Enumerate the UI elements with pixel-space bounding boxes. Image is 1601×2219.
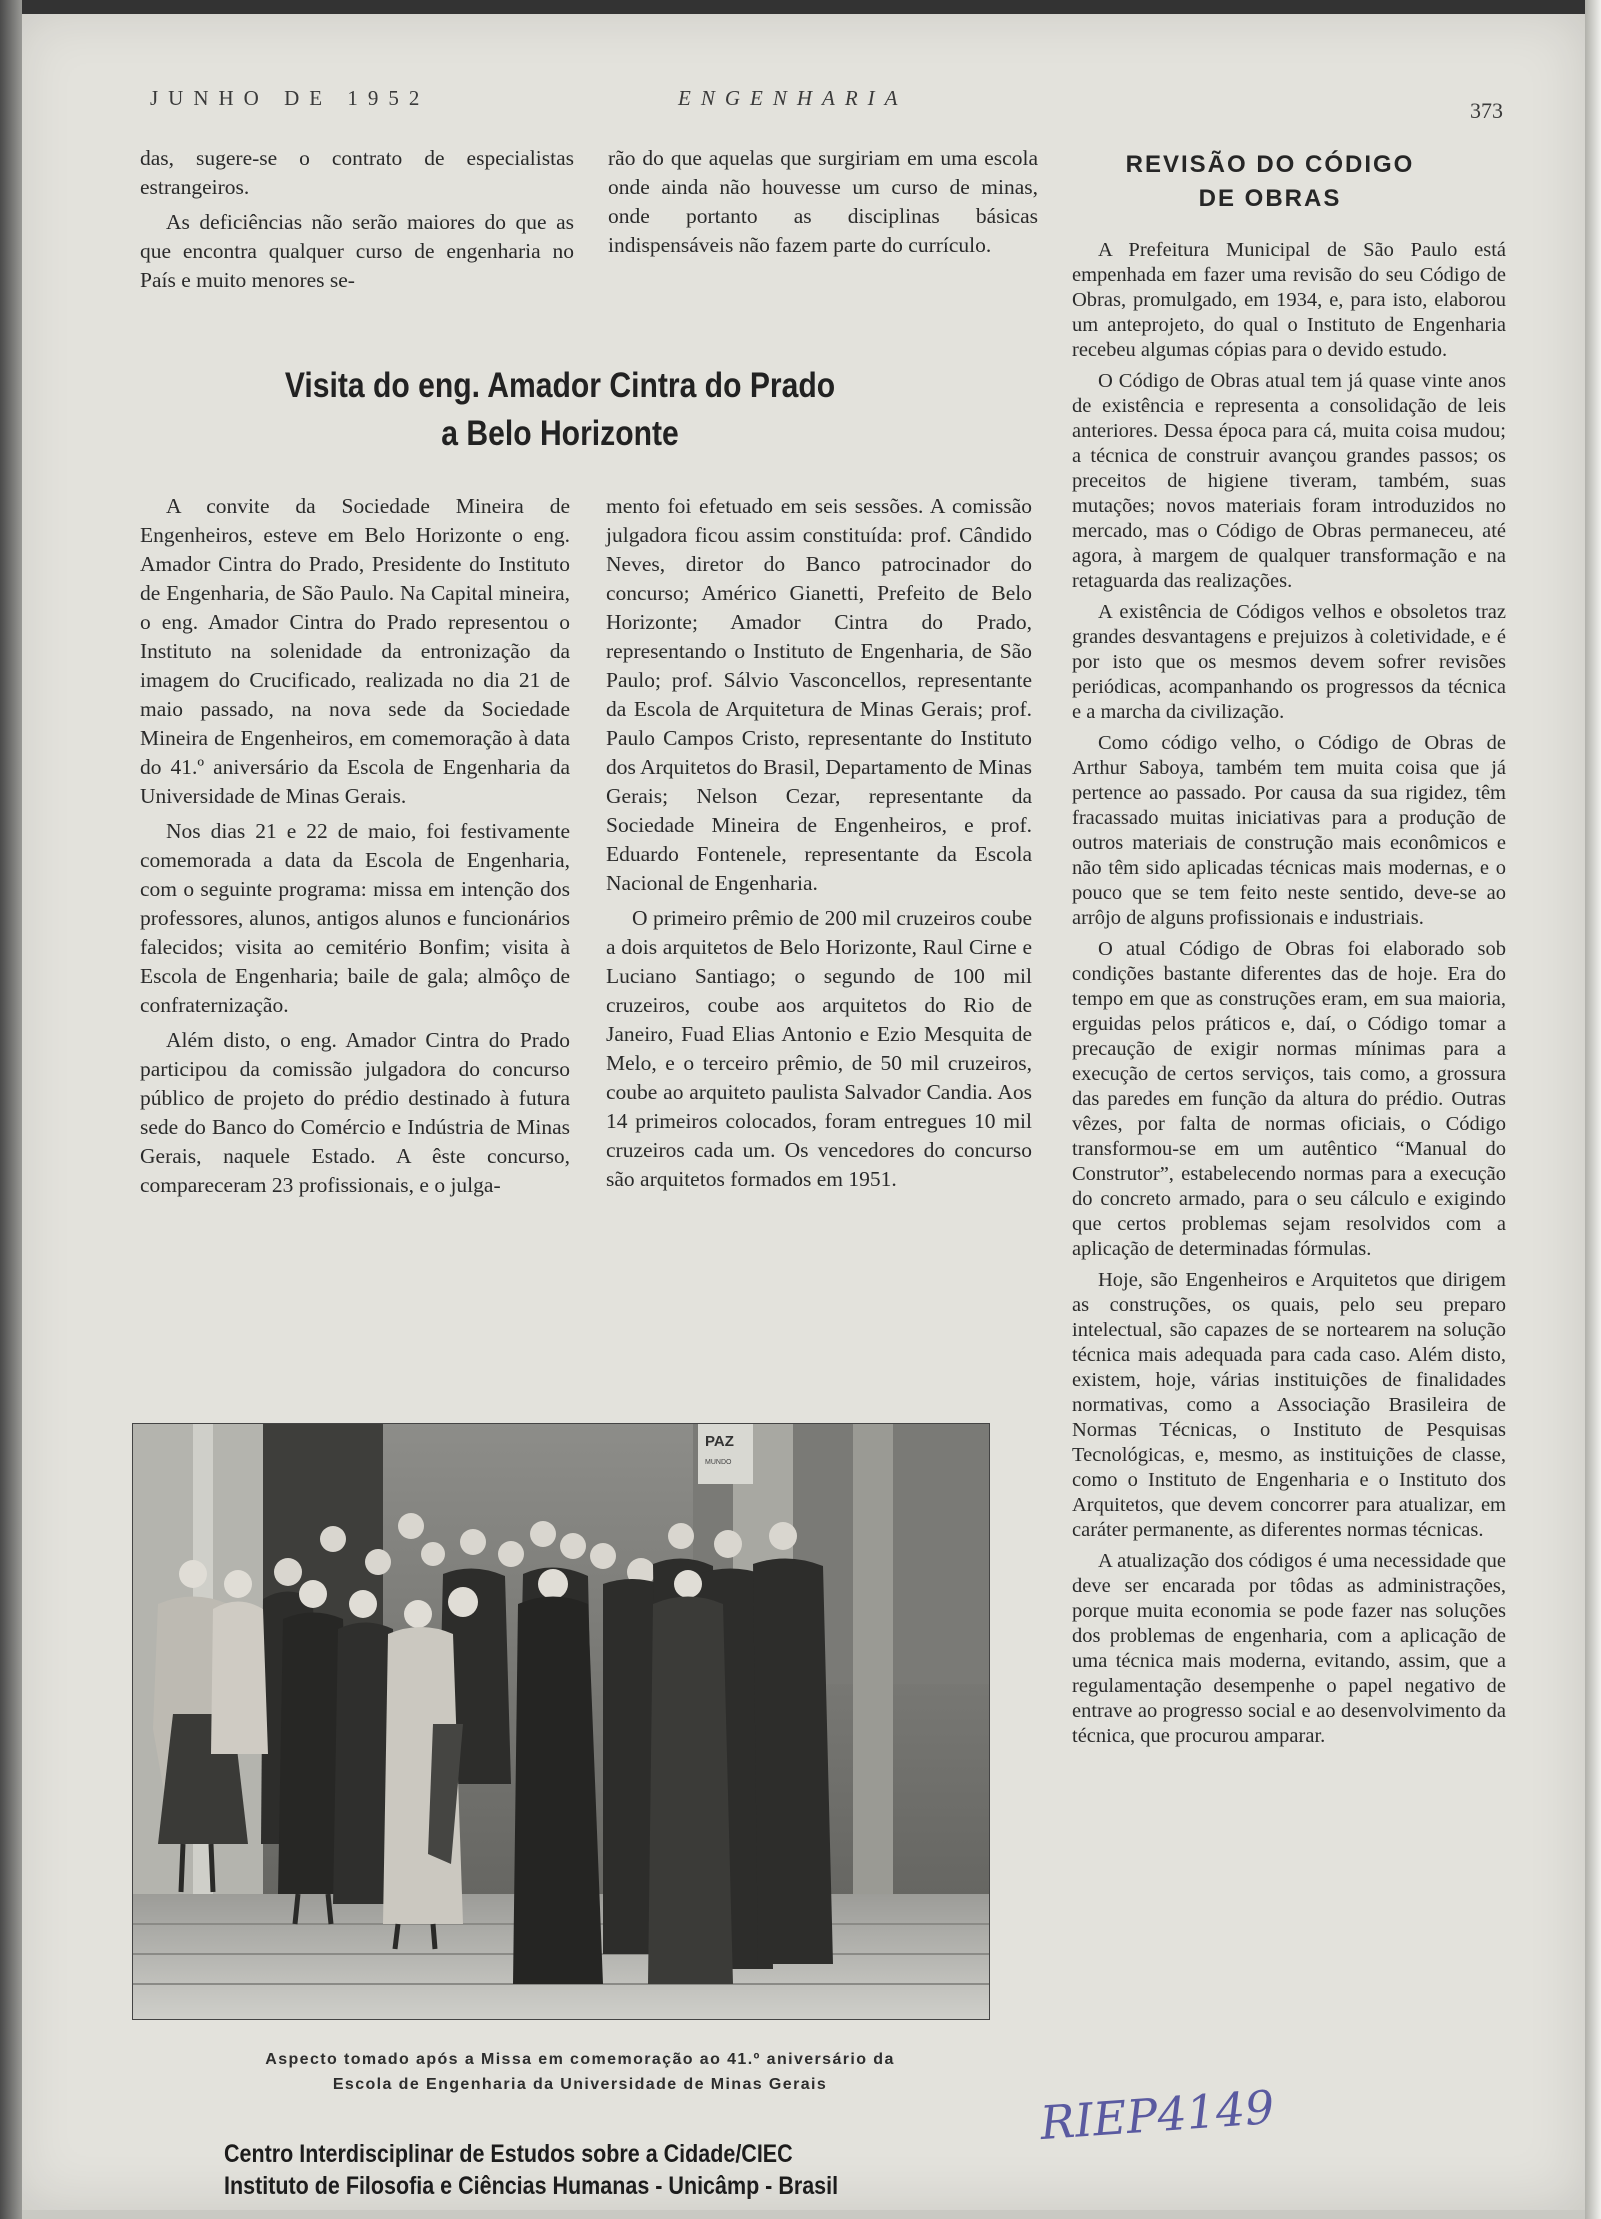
top-scan-edge <box>0 0 1601 14</box>
paragraph: O primeiro prêmio de 200 mil cruzeiros coube a dois arquitetos de Belo Horizonte, Raul Cirne e Luciano Santiago; o segundo de 100 mil cruzeiros, coube aos arquitetos do Rio de Janeiro, Fuad Elias Antonio e Ezio Mesquita de Melo, e o terceiro prêmio, de 50 mil cruzeiros, coube ao arquiteto paulista Salvador Candia. Aos 14 primeiros colocados, foram entregues 10 mil cruzeiros cada um. Os vencedores do concurso são arquitetos formados em 1951. <box>606 906 1032 1191</box>
top-continuation-col2 <box>608 144 1038 266</box>
paragraph: mento foi efetuado em seis sessões. A comissão julgadora ficou assim constituída: prof. Cândido Neves, diretor do Banco patrocinador do concurso; Américo Gianetti, Prefeito de Belo Horizonte; Amador Cintra do Prado, representando o Instituto de Engenharia, de São Paulo; prof. Sálvio Vasconcellos, representante da Escola de Arquitetura de Minas Gerais; prof. Paulo Campos Cristo, representante do Instituto dos Arquitetos do Brasil, Departamento de Minas Gerais; Nelson Cezar, representante da Sociedade Mineira de Engenheiros, e prof. Eduardo Fontenele, representante da Escola Nacional de Engenharia. <box>606 494 1032 895</box>
top-continuation-col1 <box>140 144 574 301</box>
stamp-line-1: Centro Interdisciplinar de Estudos sobre a Cidade/CIEC <box>224 2140 793 2168</box>
paragraph: Como código velho, o Código de Obras de Arthur Saboya, também tem muita coisa que já pertence ao passado. Por causa da sua rigidez, têm fracassado muitas iniciativas para a produção de outros materiais de construção mais econômicos e não têm sido aplicadas técnicas mais modernas, e o pouco que se tem feito neste sentido, deve-se ao arrôjo de alguns profissionais e industriais. <box>1072 732 1506 929</box>
group-photo-illustration <box>133 1424 989 2019</box>
page-number: 373 <box>1470 98 1503 123</box>
paragraph: As deficiências não serão maiores do que as que encontra qualquer curso de engenharia no País e muito menores se- <box>140 210 574 292</box>
sidebar-headline-line-2: DE OBRAS <box>1198 185 1342 212</box>
paragraph: Além disto, o eng. Amador Cintra do Prado participou da comissão julgadora do concurso público de projeto do prédio destinado à futura sede do Banco do Comércio e Indústria de Minas Gerais, naquele Estado. A êste concurso, compareceram 23 profissionais, e o julga- <box>140 1028 570 1197</box>
paragraph: A Prefeitura Municipal de São Paulo está empenhada em fazer uma revisão do seu Código de Obras, promulgado, em 1934, e, para isto, elaborou um anteprojeto, do qual o Instituto de Engenharia recebeu algumas cópias para o devido estudo. <box>1072 239 1506 361</box>
paragraph: Nos dias 21 e 22 de maio, foi festivamente comemorada a data da Escola de Engenharia, com o seguinte programa: missa em intenção dos professores, alunos, antigos alunos e funcionários falecidos; visita ao cemitério Bonfim; visita à Escola de Engenharia; baile de gala; almôço de confraternização. <box>140 819 570 1017</box>
paragraph: das, sugere-se o contrato de especialistas estrangeiros. <box>140 146 574 199</box>
article-col2 <box>606 492 1032 1200</box>
sidebar-headline <box>1080 148 1460 216</box>
handwritten-archive-code: RIEP4149 <box>1038 2079 1277 2151</box>
paragraph: O Código de Obras atual tem já quase vinte anos de existência e representa a consolidação de leis anteriores. Dessa época para cá, muita coisa mudou; a técnica de construir avançou grandes passos; os preceitos de higiene tiveram, também, suas mutações; novos materiais foram introduzidos no mercado, mas o Código de Obras permaneceu, até agora, à margem de qualquer transformação e na retaguarda das realizações. <box>1072 370 1506 592</box>
paragraph: A atualização dos códigos é uma necessidade que deve ser encarada por tôdas as administrações, porque muita economia se pode fazer nas soluções dos problemas de engenharia, com a aplicação de uma técnica mais moderna, evitando, assim, que a regulamentação desempenhe o papel negativo de entrave ao progresso social e ao desenvolvimento da técnica, que procurou amparar. <box>1072 1550 1506 1747</box>
paragraph: O atual Código de Obras foi elaborado sob condições bastante diferentes das de hoje. Era do tempo em que as construções eram, em sua maioria, erguidas pelos práticos e, daí, o Código tomar a precaução de exigir normas mínimas para a execução de certos serviços, tais como, a grossura das paredes em função da altura do prédio. Outras vêzes, por falta de normas oficiais, o Código transformou-se em um autêntico “Manual do Construtor”, estabelecendo normas para a execução do concreto armado, para o seu cálculo e exigindo que certos problemas sejam resolvidos com a aplicação de determinadas fórmulas. <box>1072 938 1506 1260</box>
photo-sign-text: PAZ <box>705 1433 734 1450</box>
paragraph: A convite da Sociedade Mineira de Engenheiros, esteve em Belo Horizonte o eng. Amador Cintra do Prado, Presidente do Instituto de Engenharia, de São Paulo. Na Capital mineira, o eng. Amador Cintra do Prado representou o Instituto na solenidade da entronização da imagem do Crucificado, realizada no dia 21 de maio passado, na nova sede da Sociedade Mineira de Engenheiros, em comemoração à data do 41.º aniversário da Escola de Engenharia da Universidade de Minas Gerais. <box>140 494 570 808</box>
article-headline <box>250 362 869 458</box>
binding-shadow <box>0 0 22 2219</box>
article-col1 <box>140 492 570 1206</box>
header-journal: ENGENHARIA <box>678 86 908 110</box>
paragraph: A existência de Códigos velhos e obsoletos traz grandes desvantagens e prejuizos à coletividade, e é por isto que os mesmos devem sofrer revisões periódicas, acompanhando os progressos da técnica e a marcha da civilização. <box>1072 601 1506 723</box>
headline-line-1: Visita do eng. Amador Cintra do Prado <box>284 366 836 405</box>
right-scan-edge <box>1585 0 1601 2219</box>
sidebar-column <box>1072 238 1506 1755</box>
paragraph: rão do que aquelas que surgiriam em uma escola onde ainda não houvesse um curso de minas, onde portanto as disciplinas básicas indispensáveis não fazem parte do currículo. <box>608 146 1038 257</box>
caption-line-1: Aspecto tomado após a Missa em comemoração ao 41.º aniversário da <box>265 2051 895 2068</box>
archive-stamp <box>224 2138 838 2202</box>
photo-sign-subtext: MUNDO <box>705 1459 732 1466</box>
stamp-line-2: Instituto de Filosofia e Ciências Humanas - Unicâmp - Brasil <box>224 2172 839 2200</box>
header-date: JUNHO DE 1952 <box>150 86 430 110</box>
photo-caption <box>200 2047 960 2097</box>
paragraph: Hoje, são Engenheiros e Arquitetos que dirigem as construções, os quais, pelo seu preparo intelectual, são capazes de se nortearem na solução técnica mais adequada para cada caso. Além disto, existem, hoje, várias instituições de finalidades normativas, como a Associação Brasileira de Normas Técnicas, o Instituto de Pesquisas Tecnológicas, e, mesmo, as instituições de classe, como o Instituto de Engenharia e o Instituto dos Arquitetos, que devem concorrer para atualizar, em caráter permanente, as diferentes normas técnicas. <box>1072 1269 1506 1541</box>
headline-line-2: a Belo Horizonte <box>441 414 679 453</box>
group-photo <box>132 1423 990 2020</box>
sidebar-headline-line-1: REVISÃO DO CÓDIGO <box>1125 151 1415 178</box>
caption-line-2: Escola de Engenharia da Universidade de Minas Gerais <box>332 2076 828 2093</box>
